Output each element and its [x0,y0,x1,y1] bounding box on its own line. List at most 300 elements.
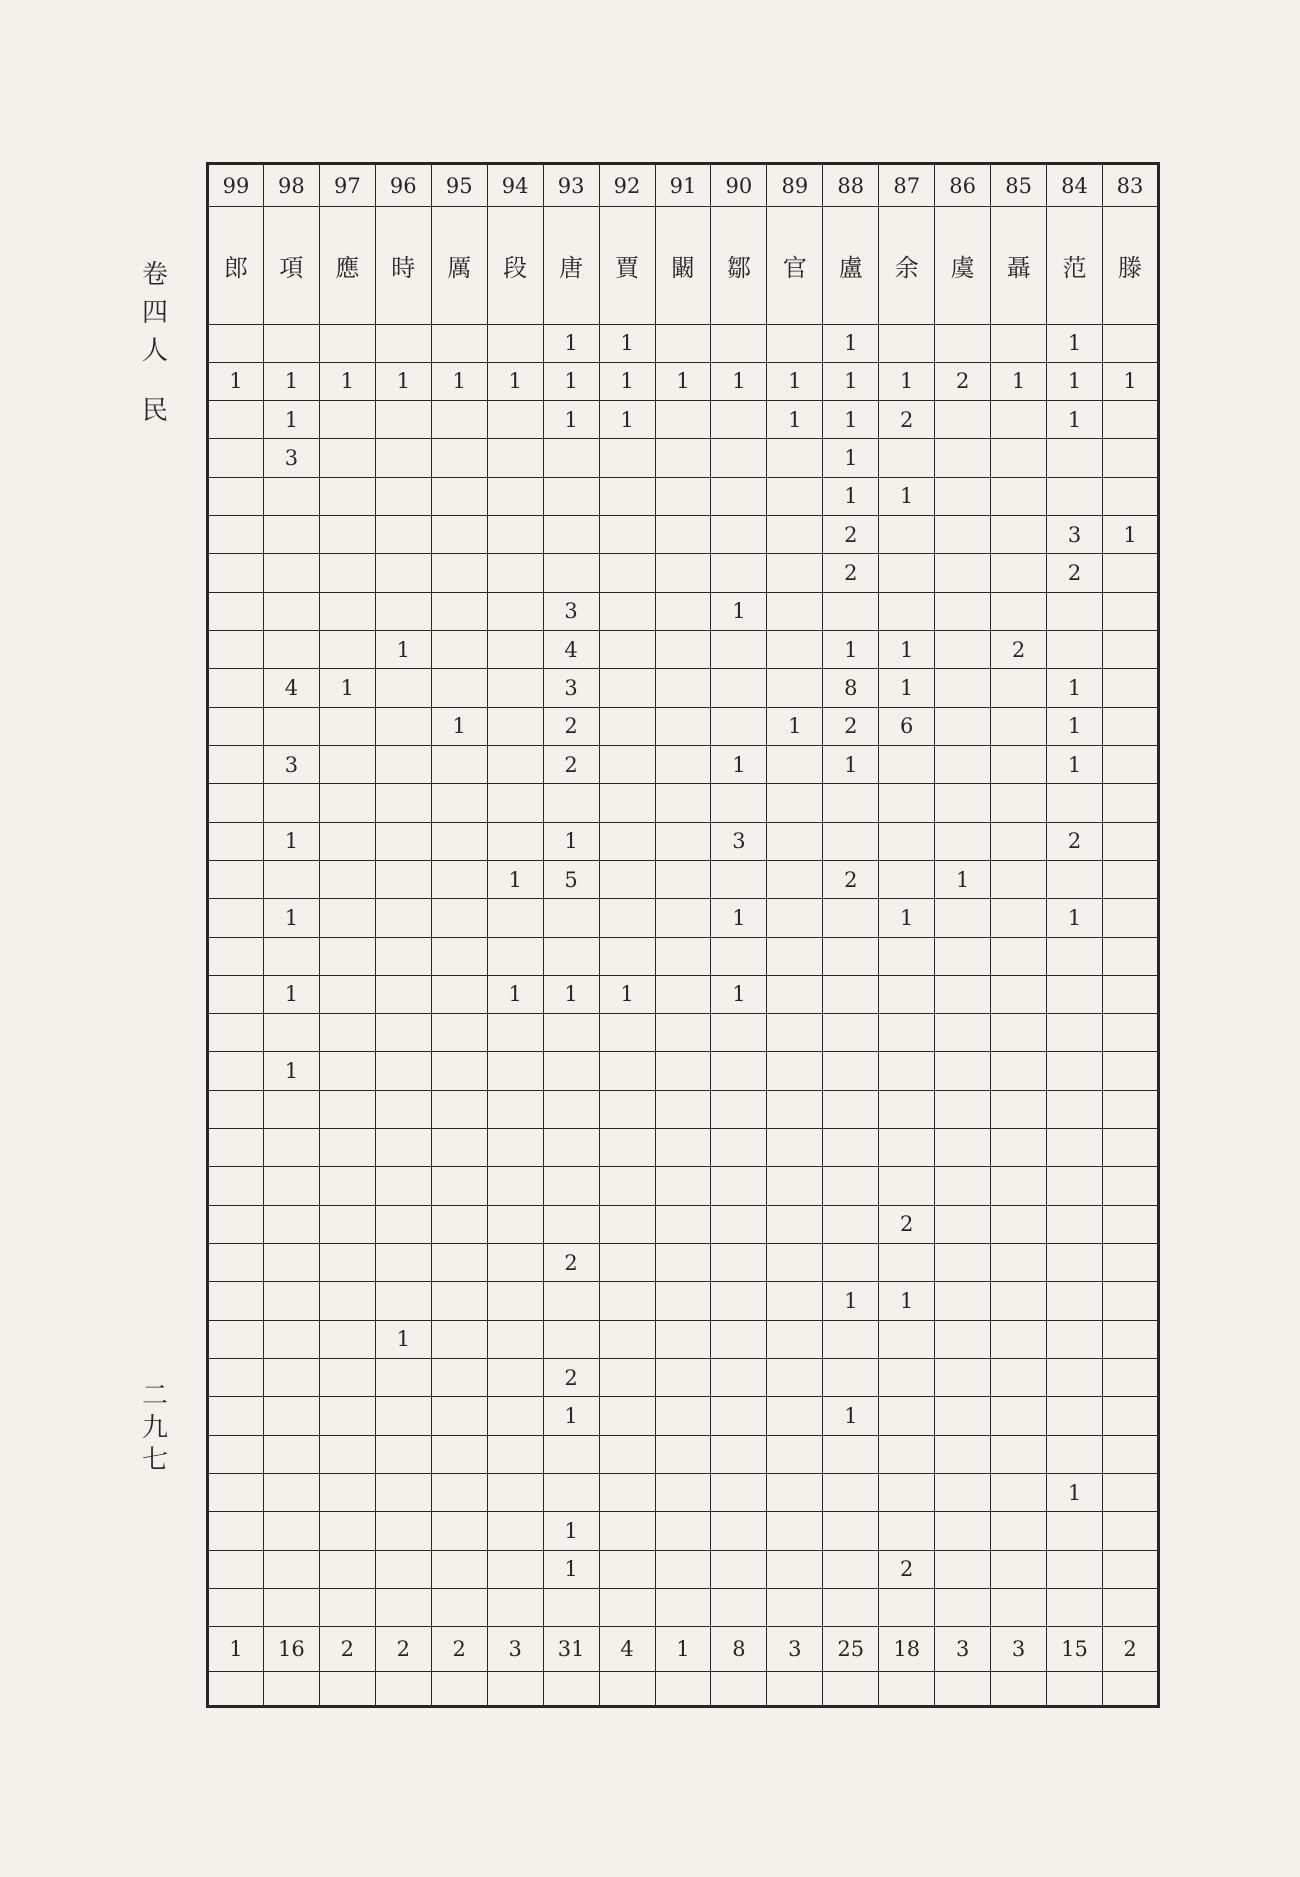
count-cell [935,554,991,592]
table-row [208,899,1159,937]
count-cell [208,784,264,822]
count-cell [655,784,711,822]
count-cell: 1 [879,669,935,707]
count-cell [711,1550,767,1588]
count-cell: 1 [543,975,599,1013]
count-cell [431,1320,487,1358]
count-cell: 1 [487,860,543,898]
count-cell [1047,1052,1103,1090]
count-cell: 1 [1047,669,1103,707]
count-cell [375,1052,431,1090]
column-number-cell: 87 [879,164,935,207]
count-cell [711,1282,767,1320]
count-cell: 1 [487,975,543,1013]
page-number-char: 七 [141,1445,168,1475]
count-cell [823,1129,879,1167]
count-cell [263,477,319,515]
count-cell [208,554,264,592]
count-cell [431,1473,487,1511]
count-cell [1047,1014,1103,1052]
count-cell [655,1282,711,1320]
count-cell [263,1129,319,1167]
count-cell [711,439,767,477]
count-cell: 1 [375,362,431,400]
count-cell [767,1320,823,1358]
count-cell [767,324,823,362]
count-cell [208,1014,264,1052]
count-cell [879,1052,935,1090]
count-cell: 4 [263,669,319,707]
count-cell [543,554,599,592]
count-cell [263,1473,319,1511]
count-cell: 1 [935,860,991,898]
total-cell: 3 [991,1627,1047,1672]
surname-cell: 盧 [823,207,879,324]
surname-cell: 滕 [1103,207,1159,324]
count-cell: 1 [991,362,1047,400]
column-number-cell: 92 [599,164,655,207]
count-cell [208,324,264,362]
count-cell [935,1014,991,1052]
count-cell [263,1244,319,1282]
count-cell [767,631,823,669]
count-cell [263,324,319,362]
count-cell [208,401,264,439]
table-row [208,1052,1159,1090]
count-cell [655,707,711,745]
count-cell [319,1473,375,1511]
count-cell: 1 [487,362,543,400]
count-cell [487,1129,543,1167]
count-cell [1103,1512,1159,1550]
count-cell [208,860,264,898]
count-cell [1047,1550,1103,1588]
count-cell [655,1014,711,1052]
count-cell [879,1014,935,1052]
count-cell [823,1512,879,1550]
count-cell [431,1205,487,1243]
count-cell [935,899,991,937]
count-cell [991,1129,1047,1167]
count-cell [711,1588,767,1626]
blank-cell [543,1671,599,1706]
count-cell [543,1320,599,1358]
count-cell: 1 [823,631,879,669]
table-row [208,477,1159,515]
count-cell: 1 [1047,1473,1103,1511]
count-cell [487,1358,543,1396]
table-row [208,937,1159,975]
count-cell: 1 [879,899,935,937]
count-cell [655,860,711,898]
count-cell [599,1014,655,1052]
count-cell [431,592,487,630]
count-cell: 1 [711,362,767,400]
count-cell [1047,631,1103,669]
count-cell: 2 [991,631,1047,669]
count-cell [431,324,487,362]
count-cell [487,1473,543,1511]
count-cell [431,975,487,1013]
count-cell [319,324,375,362]
count-cell: 2 [823,554,879,592]
blank-cell [767,1671,823,1706]
count-cell [1103,1205,1159,1243]
count-cell [208,1320,264,1358]
count-cell [1103,784,1159,822]
count-cell [263,1397,319,1435]
table-row [208,401,1159,439]
count-cell [767,860,823,898]
surname-cell: 聶 [991,207,1047,324]
blank-cell [711,1671,767,1706]
count-cell: 1 [263,362,319,400]
count-cell [991,937,1047,975]
column-number-cell: 88 [823,164,879,207]
count-cell: 2 [879,401,935,439]
count-cell [319,516,375,554]
total-row [208,1627,1159,1672]
count-cell [375,1550,431,1588]
count-cell [543,937,599,975]
count-cell [263,1282,319,1320]
count-cell [767,1473,823,1511]
count-cell: 1 [879,362,935,400]
count-cell [431,784,487,822]
count-cell [487,592,543,630]
count-cell [991,1397,1047,1435]
count-cell: 1 [823,477,879,515]
table-row [208,745,1159,783]
count-cell [879,1244,935,1282]
surname-cell: 余 [879,207,935,324]
count-cell: 1 [823,362,879,400]
table-row [208,554,1159,592]
table-row [208,1129,1159,1167]
count-cell [599,1129,655,1167]
count-cell [487,516,543,554]
count-cell [935,477,991,515]
count-cell [208,975,264,1013]
count-cell [543,1052,599,1090]
count-cell [375,1282,431,1320]
count-cell [1103,745,1159,783]
count-cell [767,1014,823,1052]
count-cell [823,822,879,860]
count-cell [1103,477,1159,515]
count-cell [655,439,711,477]
count-cell [487,937,543,975]
table-row [208,822,1159,860]
count-cell [655,401,711,439]
count-cell [208,1052,264,1090]
count-cell [208,899,264,937]
count-cell [1103,899,1159,937]
count-cell [319,707,375,745]
count-cell [655,1129,711,1167]
count-cell [879,937,935,975]
count-cell [431,516,487,554]
count-cell [655,1588,711,1626]
count-cell [487,784,543,822]
count-cell [823,1090,879,1128]
count-cell [935,631,991,669]
count-cell [767,1550,823,1588]
count-cell [319,937,375,975]
count-cell [767,1244,823,1282]
count-cell [655,554,711,592]
count-cell [1047,937,1103,975]
count-cell [1103,1473,1159,1511]
surname-cell: 闞 [655,207,711,324]
count-cell [208,1090,264,1128]
count-cell [208,1205,264,1243]
count-cell [879,324,935,362]
count-cell: 1 [319,669,375,707]
count-cell [935,1512,991,1550]
count-cell [935,669,991,707]
count-cell [208,1167,264,1205]
count-cell [263,516,319,554]
count-cell [767,1397,823,1435]
count-cell [1047,1588,1103,1626]
count-cell [1047,1358,1103,1396]
total-cell: 16 [263,1627,319,1672]
count-cell [208,669,264,707]
count-cell [655,1473,711,1511]
count-cell [487,1550,543,1588]
count-cell [431,860,487,898]
count-cell [823,1358,879,1396]
count-cell [711,1167,767,1205]
count-cell [1103,1167,1159,1205]
count-cell [1103,592,1159,630]
count-cell [1103,324,1159,362]
count-cell [655,1205,711,1243]
count-cell: 1 [1047,324,1103,362]
count-cell: 5 [543,860,599,898]
count-cell: 1 [823,1282,879,1320]
count-cell [208,1512,264,1550]
count-cell [655,1320,711,1358]
count-cell [935,822,991,860]
count-cell [767,822,823,860]
count-cell: 1 [543,1397,599,1435]
blank-cell [487,1671,543,1706]
count-cell [599,822,655,860]
count-cell [431,1397,487,1435]
count-cell [1103,975,1159,1013]
count-cell [543,1588,599,1626]
count-cell [543,784,599,822]
count-cell [543,1129,599,1167]
surname-cell: 范 [1047,207,1103,324]
count-cell: 1 [263,1052,319,1090]
count-cell [935,1052,991,1090]
count-cell [375,1205,431,1243]
count-cell [319,631,375,669]
count-cell: 1 [823,745,879,783]
count-cell: 2 [543,1244,599,1282]
count-cell [1047,477,1103,515]
count-cell: 3 [1047,516,1103,554]
table-row [208,1550,1159,1588]
count-cell [1103,1129,1159,1167]
count-cell [767,745,823,783]
count-cell [767,669,823,707]
page-number [138,1383,172,1479]
count-cell [375,937,431,975]
count-cell [879,516,935,554]
count-cell [935,1473,991,1511]
count-cell: 1 [823,1397,879,1435]
count-cell [208,1473,264,1511]
count-cell [263,1320,319,1358]
count-cell [487,899,543,937]
count-cell [935,439,991,477]
count-cell: 1 [823,401,879,439]
surname-cell: 厲 [431,207,487,324]
count-cell [991,784,1047,822]
count-cell [1103,439,1159,477]
count-cell [599,1244,655,1282]
count-cell [543,1435,599,1473]
count-cell: 1 [599,362,655,400]
count-cell [1047,592,1103,630]
count-cell [431,669,487,707]
count-cell [263,784,319,822]
count-cell [375,516,431,554]
count-cell [543,1014,599,1052]
count-cell [208,1550,264,1588]
surname-cell: 唐 [543,207,599,324]
count-cell [543,1473,599,1511]
count-cell [655,516,711,554]
surname-count-table [206,162,1160,1708]
count-cell [991,516,1047,554]
count-cell [599,592,655,630]
count-cell [823,1052,879,1090]
table-row [208,324,1159,362]
count-cell: 1 [543,1512,599,1550]
table-row [208,860,1159,898]
count-cell [208,1244,264,1282]
count-cell [935,1588,991,1626]
count-cell [879,592,935,630]
count-cell [879,1358,935,1396]
count-cell [935,745,991,783]
count-cell [487,1588,543,1626]
count-cell [487,669,543,707]
blank-cell [935,1671,991,1706]
count-cell [487,1014,543,1052]
column-number-cell: 91 [655,164,711,207]
total-cell: 18 [879,1627,935,1672]
column-number-cell: 93 [543,164,599,207]
count-cell: 1 [879,631,935,669]
table-row [208,669,1159,707]
count-cell [487,1090,543,1128]
count-cell: 1 [263,975,319,1013]
count-cell: 1 [375,1320,431,1358]
count-cell [319,860,375,898]
count-cell [375,745,431,783]
count-cell [431,1550,487,1588]
count-cell [991,1473,1047,1511]
count-cell [655,822,711,860]
count-cell [935,324,991,362]
count-cell: 2 [543,707,599,745]
volume-label-char: 卷 [141,260,168,290]
count-cell [1047,1244,1103,1282]
blank-cell [599,1671,655,1706]
count-cell [263,1435,319,1473]
count-cell: 1 [431,362,487,400]
count-cell [1103,669,1159,707]
count-cell [1047,1282,1103,1320]
count-cell: 1 [1047,401,1103,439]
count-cell [599,1090,655,1128]
count-cell [487,1282,543,1320]
count-cell: 1 [319,362,375,400]
count-cell: 1 [711,975,767,1013]
count-cell [935,1435,991,1473]
count-cell [711,707,767,745]
count-cell [543,1205,599,1243]
total-cell: 1 [655,1627,711,1672]
count-cell [599,1435,655,1473]
count-cell [1047,1129,1103,1167]
surname-cell: 官 [767,207,823,324]
count-cell [879,439,935,477]
count-cell [823,1588,879,1626]
count-cell [711,1090,767,1128]
count-cell [711,1205,767,1243]
count-cell [991,1244,1047,1282]
table-row [208,1358,1159,1396]
count-cell [711,1052,767,1090]
count-cell [711,860,767,898]
count-cell [487,324,543,362]
count-cell [208,1129,264,1167]
count-cell [375,1090,431,1128]
count-cell [431,1167,487,1205]
count-cell [935,1397,991,1435]
count-cell [879,1167,935,1205]
count-cell [375,1435,431,1473]
count-cell: 2 [823,707,879,745]
count-cell [767,1282,823,1320]
count-cell [599,707,655,745]
count-cell [1047,439,1103,477]
count-cell [823,975,879,1013]
count-cell [431,1435,487,1473]
count-cell [767,554,823,592]
count-cell [823,1435,879,1473]
count-cell [655,1512,711,1550]
count-cell [767,1358,823,1396]
count-cell [599,669,655,707]
count-cell [487,1052,543,1090]
count-cell [431,631,487,669]
count-cell [375,1512,431,1550]
count-cell [319,1129,375,1167]
count-cell: 1 [543,362,599,400]
count-cell [935,592,991,630]
count-cell: 1 [823,324,879,362]
count-cell: 1 [263,822,319,860]
count-cell [319,592,375,630]
